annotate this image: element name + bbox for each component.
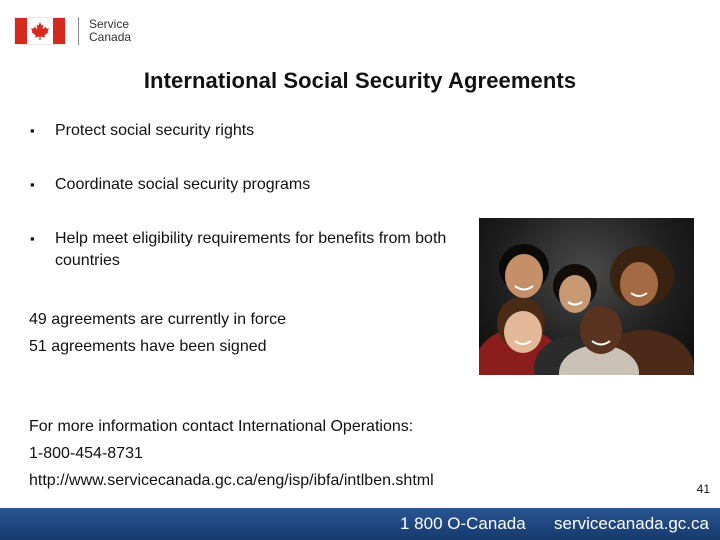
maple-leaf-icon (30, 21, 50, 41)
group-photo (479, 218, 694, 375)
stat-in-force: 49 agreements are currently in force (29, 311, 287, 328)
contact-info (29, 413, 434, 494)
people-photo-illustration (479, 218, 694, 375)
bullet-text: Help meet eligibility requirements for benefits from both countries (55, 230, 447, 269)
bullet-list (30, 120, 470, 272)
logo-divider (78, 17, 79, 45)
wordmark (89, 18, 131, 44)
bullet-marker-icon: ▪ (30, 177, 35, 192)
bullet-text: Coordinate social security programs (55, 176, 311, 193)
bullet-marker-icon: ▪ (30, 231, 35, 246)
stat-signed: 51 agreements have been signed (29, 338, 267, 355)
wordmark-line-1: Service (89, 17, 130, 31)
wordmark-line-2: Canada (89, 30, 132, 44)
canada-flag-icon (14, 17, 66, 45)
bullet-item (30, 120, 470, 142)
bullet-marker-icon: ▪ (30, 123, 35, 138)
bullet-item (30, 228, 470, 272)
bullet-text: Protect social security rights (55, 122, 255, 139)
contact-url[interactable]: http://www.servicecanada.gc.ca/eng/isp/ibfa/intlben.shtml (29, 472, 434, 489)
bullet-item (30, 174, 470, 196)
service-canada-logo (14, 16, 131, 46)
page-number: 41 (696, 482, 710, 496)
agreement-stats (29, 306, 286, 360)
footer-phone: 1 800 O-Canada (400, 514, 526, 533)
slide-title: International Social Security Agreements (143, 68, 577, 93)
contact-intro: For more information contact International Operations: (29, 418, 414, 435)
footer-bar (0, 508, 720, 540)
contact-phone: 1-800-454-8731 (29, 445, 143, 462)
footer-url[interactable]: servicecanada.gc.ca (554, 514, 709, 533)
